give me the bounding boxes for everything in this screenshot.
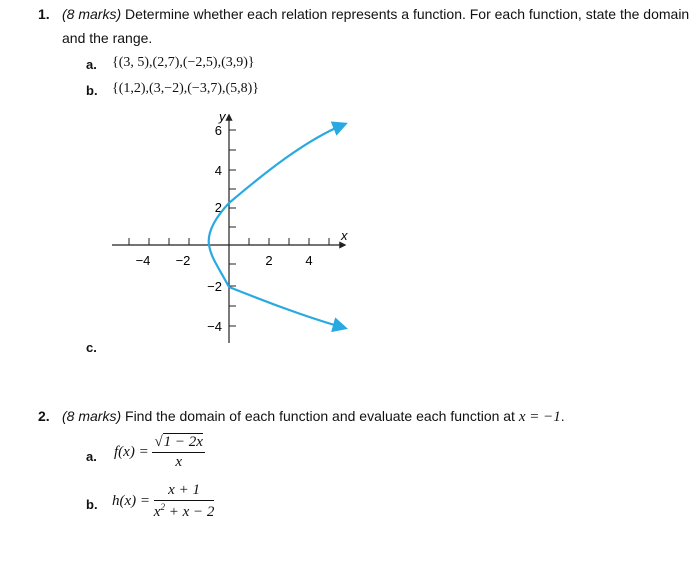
y-tick-label-neg4: −4 xyxy=(207,319,222,334)
q2-period: . xyxy=(560,408,565,424)
y-tick-label-6: 6 xyxy=(214,123,222,138)
q2b-function xyxy=(112,482,214,521)
q2a-function xyxy=(114,434,205,471)
q2b-label: b. xyxy=(86,497,98,512)
y-tick-label-4: 4 xyxy=(214,163,222,178)
q2-number: 2. xyxy=(38,408,50,424)
q1-number: 1. xyxy=(38,6,50,22)
q2-text xyxy=(62,408,565,426)
q2a-denominator: x xyxy=(175,454,183,470)
q2b-den-x: x xyxy=(153,504,161,520)
q2-condition: x = −1 xyxy=(518,409,561,425)
sqrt-icon: √ xyxy=(154,434,163,450)
q2a-label: a. xyxy=(86,449,97,464)
q1b-set: {(1,2),(3,−2),(−3,7),(5,8)} xyxy=(112,81,260,96)
parabola-curve-upper xyxy=(229,124,345,203)
q1c-label: c. xyxy=(86,340,97,355)
q1a-set: {(3, 5),(2,7),(−2,5),(3,9)} xyxy=(112,55,255,70)
q2b-denominator xyxy=(154,501,215,521)
q2b-den-rest: + x − 2 xyxy=(164,504,215,520)
x-tick-label-2: 2 xyxy=(265,253,273,268)
q1-prompt: Determine whether each relation represents a function. For each function, state the domain xyxy=(125,6,690,22)
q2-marks: (8 marks) xyxy=(62,408,122,424)
y-tick-label-neg2: −2 xyxy=(207,279,222,294)
y-ticks xyxy=(229,130,236,326)
x-axis-label: x xyxy=(341,228,348,243)
x-tick-label-neg4: −4 xyxy=(135,253,151,268)
q1b-label: b. xyxy=(86,83,98,98)
q2-prompt: Find the domain of each function and evaluate each function at xyxy=(125,408,515,424)
q1a-label: a. xyxy=(86,57,97,72)
y-tick-label-2: 2 xyxy=(214,200,222,215)
q1-marks: (8 marks) xyxy=(62,6,122,22)
q2b-lhs: h(x) = xyxy=(112,493,151,509)
x-tick-label-4: 4 xyxy=(305,253,313,268)
y-axis-label: y xyxy=(219,109,226,124)
q2a-fraction xyxy=(152,434,205,471)
x-tick-label-neg2: −2 xyxy=(175,253,191,268)
q2b-numerator: x + 1 xyxy=(154,482,215,501)
q2a-lhs: f(x) = xyxy=(114,444,149,460)
q1-prompt-line2: and the range. xyxy=(62,30,153,46)
q2b-den-exp: 2 xyxy=(160,502,165,512)
q2a-radicand: 1 − 2x xyxy=(163,434,203,450)
q2b-fraction xyxy=(154,482,215,521)
